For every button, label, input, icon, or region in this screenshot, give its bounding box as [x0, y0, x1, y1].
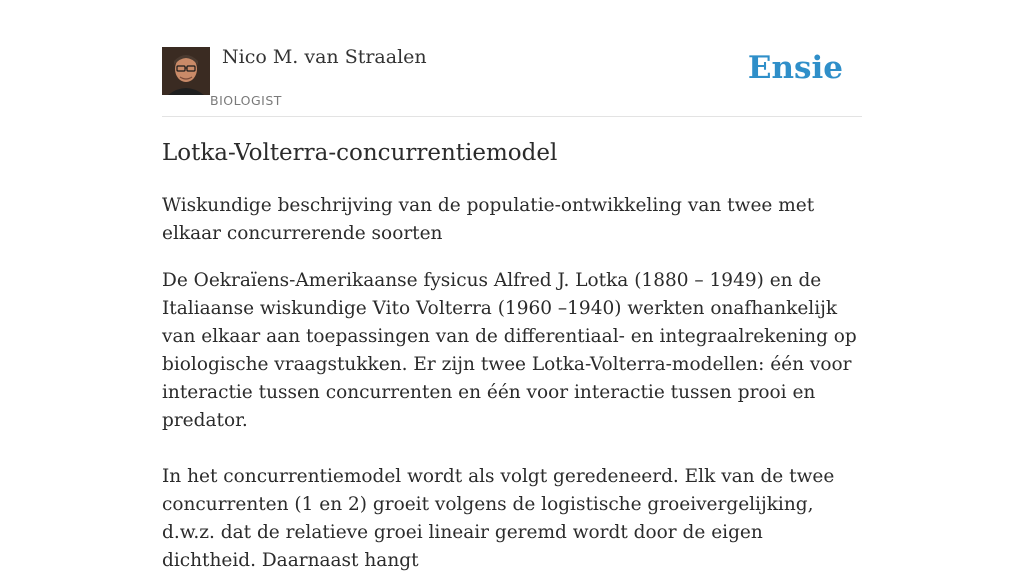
- brand-logo[interactable]: Ensie: [747, 50, 843, 86]
- page-container: [162, 0, 862, 571]
- paragraph-gap: [162, 435, 862, 463]
- article-paragraph: De Oekraïens-Amerikaanse fysicus Alfred J. Lotka (1880 – 1949) en de Italiaanse wiskundige Vito Volterra (1960 –1940) werkten onafhankelijk van elkaar aan toepassingen van de differentiaal- en integraalrekening op biologische vraagstukken. Er zijn twee Lotka-Volterra-modellen: één voor interactie tussen concurrenten en één voor interactie tussen prooi en predator.: [162, 270, 857, 431]
- avatar-portrait-icon: [162, 47, 210, 95]
- article-body: [162, 267, 862, 575]
- article-subtitle: Wiskundige beschrijving van de populatie-ontwikkeling van twee met elkaar concurrerende soorten: [162, 195, 815, 244]
- article-title: Lotka-Volterra-concurrentiemodel: [162, 140, 558, 166]
- author-name[interactable]: Nico M. van Straalen: [222, 46, 427, 68]
- author-avatar[interactable]: [162, 47, 210, 95]
- article-paragraph: In het concurrentiemodel wordt als volgt geredeneerd. Elk van de twee concurrenten (1 en 2) groeit volgens de logistische groeivergelijking, d.w.z. dat de relatieve groei lineair geremd wordt door de eigen dichtheid. Daarnaast hangt: [162, 466, 835, 571]
- author-role: BIOLOGIST: [210, 93, 282, 108]
- author-header: [162, 0, 862, 117]
